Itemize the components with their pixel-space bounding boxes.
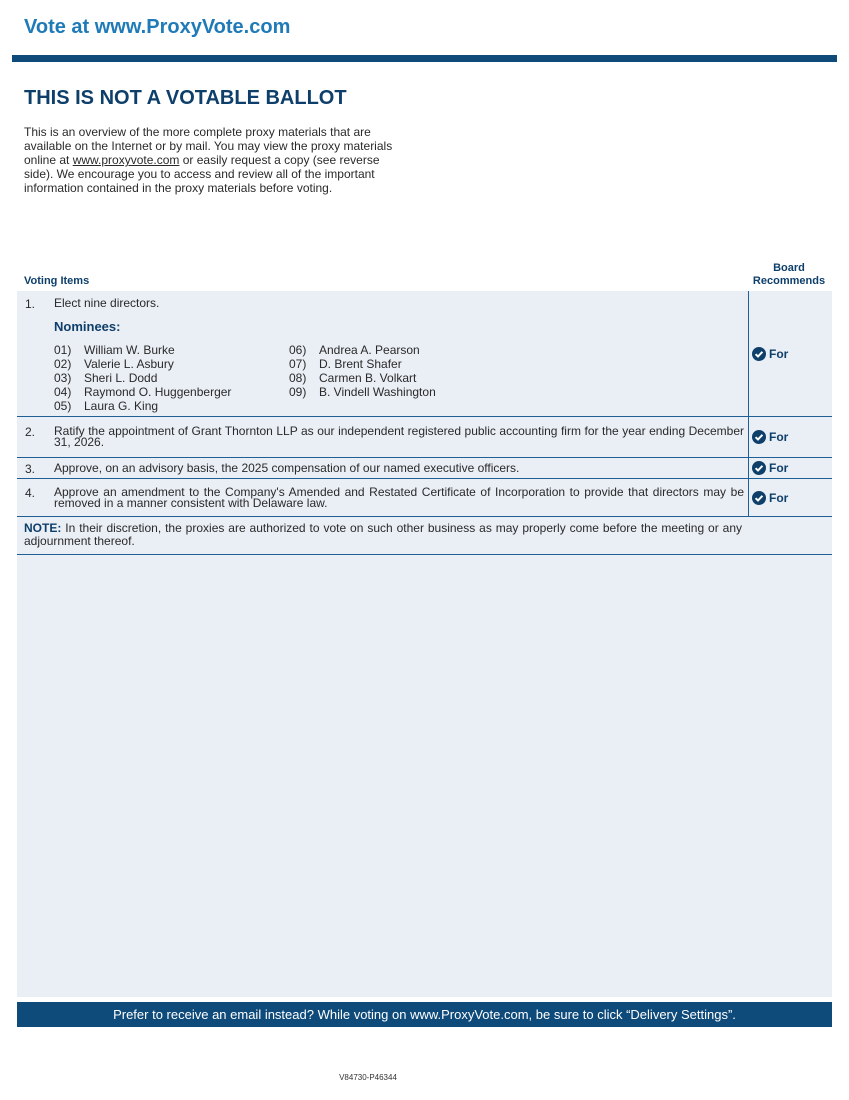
nominee-name: D. Brent Shafer xyxy=(319,357,402,371)
item-number: 1. xyxy=(25,297,36,311)
nominee-number: 07) xyxy=(289,357,307,371)
recommendation-label: For xyxy=(769,491,789,505)
nominee-number: 06) xyxy=(289,343,307,357)
nominee-number: 01) xyxy=(54,343,72,357)
intro-text-1: This is an overview of the more complete proxy materials that are available on the Internet or by mail. You may view the proxy materials online at xyxy=(24,125,393,167)
check-circle-icon xyxy=(752,491,766,505)
nominee-number: 05) xyxy=(54,399,72,413)
nominee xyxy=(54,343,175,357)
item-number: 3. xyxy=(25,462,36,476)
nominee-name: William W. Burke xyxy=(84,343,175,357)
proxyvote-link[interactable]: www.proxyvote.com xyxy=(72,153,180,167)
nominee xyxy=(289,343,420,357)
recommendation-label: For xyxy=(769,430,789,444)
item-text: Ratify the appointment of Grant Thornton LLP as our independent registered public accounting firm for the year ending December 31, 2026. xyxy=(54,424,744,449)
nominee-number: 04) xyxy=(54,385,72,399)
item-text: Approve an amendment to the Company's Amended and Restated Certificate of Incorporation to provide that directors may be removed in a manner consistent with Delaware law. xyxy=(54,485,744,510)
nominee-name: Sheri L. Dodd xyxy=(84,371,158,385)
nominee-name: Raymond O. Huggenberger xyxy=(84,385,232,399)
document-code: V84730-P46344 xyxy=(339,1073,397,1082)
note-text xyxy=(24,522,742,548)
nominee-number: 09) xyxy=(289,385,307,399)
nominee xyxy=(54,399,158,413)
nominee xyxy=(289,371,416,385)
nominee-name: Carmen B. Volkart xyxy=(319,371,417,385)
column-divider xyxy=(748,291,749,517)
item-text: Elect nine directors. xyxy=(54,296,160,310)
item-text: Approve, on an advisory basis, the 2025 compensation of our named executive officers. xyxy=(54,461,520,475)
voting-items-header: Voting Items xyxy=(24,275,90,287)
check-circle-icon xyxy=(752,430,766,444)
nominee-name: Laura G. King xyxy=(84,399,159,413)
note-body: In their discretion, the proxies are authorized to vote on such other business as may properly come before the meeting or any adjournment thereof. xyxy=(24,521,742,548)
recommendation-label: For xyxy=(769,347,789,361)
nominee-name: Andrea A. Pearson xyxy=(319,343,420,357)
header-title: Vote at www.ProxyVote.com xyxy=(24,16,291,38)
nominee-number: 08) xyxy=(289,371,307,385)
nominee xyxy=(54,371,157,385)
recommendation-label: For xyxy=(769,461,789,475)
nominee xyxy=(289,385,436,399)
top-rule xyxy=(12,55,837,62)
nominee xyxy=(54,357,174,371)
notice-heading: THIS IS NOT A VOTABLE BALLOT xyxy=(24,87,347,109)
board-header-line2: Recommends xyxy=(752,275,826,287)
recommendation xyxy=(752,491,788,505)
note-label: NOTE: xyxy=(24,521,62,535)
nominee-number: 03) xyxy=(54,371,72,385)
item-number: 2. xyxy=(25,425,36,439)
check-circle-icon xyxy=(752,461,766,475)
intro-text-2: or easily request a copy (see reverse side). We encourage you to access and review all of the important information contained in the proxy materials before voting. xyxy=(24,153,380,195)
board-recommends-header xyxy=(748,262,830,288)
recommendation xyxy=(752,347,788,361)
nominee-name: B. Vindell Washington xyxy=(319,385,436,399)
nominee-name: Valerie L. Asbury xyxy=(84,357,174,371)
nominee xyxy=(54,385,231,399)
check-circle-icon xyxy=(752,347,766,361)
nominee xyxy=(289,357,402,371)
nominees-heading: Nominees: xyxy=(54,319,121,334)
delivery-settings-banner: Prefer to receive an email instead? While voting on www.ProxyVote.com, be sure to click “Delivery Settings”. xyxy=(17,1002,832,1027)
intro-paragraph xyxy=(24,125,404,195)
nominee-number: 02) xyxy=(54,357,72,371)
recommendation xyxy=(752,430,788,444)
board-header-line1: Board xyxy=(773,262,805,274)
item-number: 4. xyxy=(25,486,36,500)
recommendation xyxy=(752,461,788,475)
